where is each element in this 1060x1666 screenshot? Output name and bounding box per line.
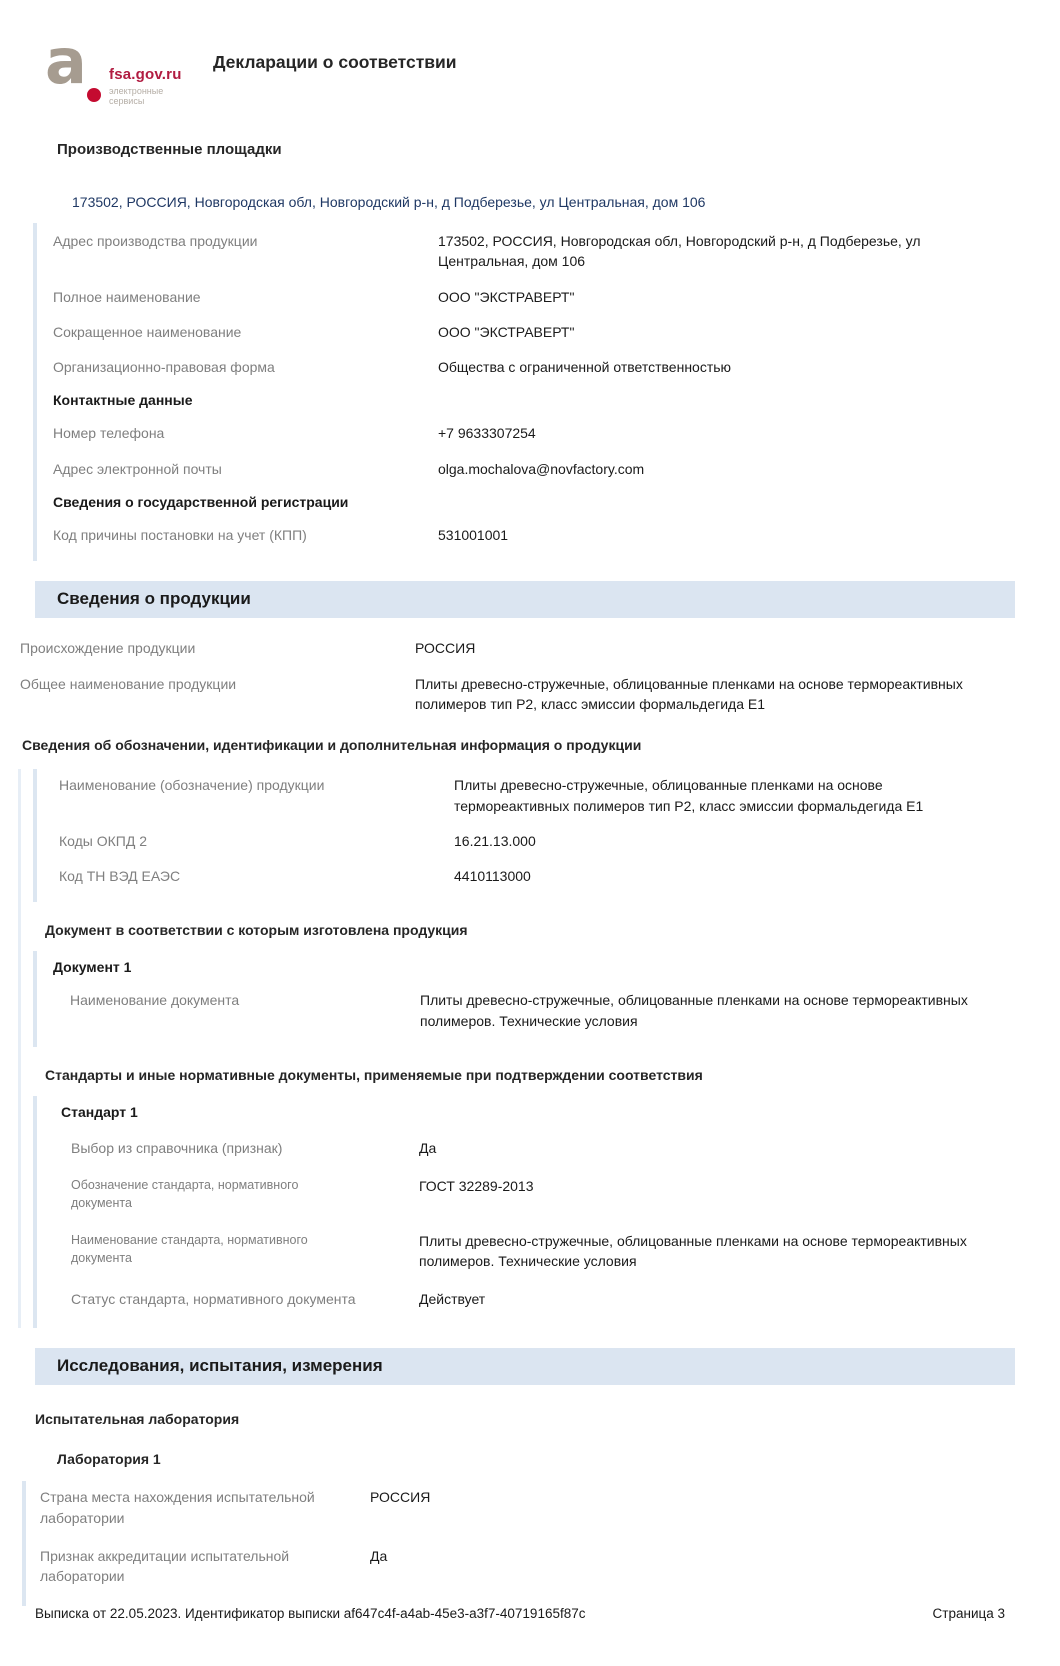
- field-row: [40, 1487, 1025, 1528]
- field-value: Плиты древесно-стружечные, облицованные пленками на основе термореактивных полимеров тип Р2, класс эмиссии формальдегида Е1: [415, 675, 963, 712]
- field-row: [53, 231, 1025, 272]
- subsection-title-identification: Сведения об обозначении, идентификации и дополнительная информация о продукции: [22, 737, 642, 754]
- field-row: [59, 866, 1025, 886]
- identification-block: [33, 769, 1025, 902]
- subsection-title-standards: Стандарты и иные нормативные документы, применяемые при подтверждении соответствия: [45, 1067, 703, 1084]
- field-row: [61, 1289, 1025, 1309]
- field-value: Плиты древесно-стружечные, облицованные пленками на основе термореактивных полимеров. Технические условия: [420, 992, 968, 1029]
- identification-container: [18, 769, 1025, 1328]
- extract-identifier: Выписка от 22.05.2023. Идентификатор выписки af647c4f-a4ab-45e3-a3f7-40719165f87c: [35, 1605, 586, 1621]
- field-row: [20, 638, 1025, 658]
- field-row: [61, 1231, 1025, 1272]
- field-row: [59, 831, 1025, 851]
- field-value: РОССИЯ: [370, 1489, 431, 1506]
- field-value: 173502, РОССИЯ, Новгородская обл, Новгородский р-н, д Подберезье, ул Центральная, дом 106: [438, 233, 921, 270]
- production-site-block: [33, 223, 1025, 561]
- page-footer: [0, 1606, 1060, 1666]
- field-row: [53, 357, 1025, 377]
- field-value: ГОСТ 32289-2013: [419, 1178, 534, 1195]
- laboratory-block: [22, 1481, 1025, 1605]
- field-value: Общества с ограниченной ответственностью: [438, 359, 732, 376]
- field-value: 16.21.13.000: [454, 832, 536, 849]
- logo-dot-icon: [87, 88, 101, 102]
- field-value: ООО "ЭКСТРАВЕРТ": [438, 288, 575, 305]
- brand-tagline: электронные сервисы: [109, 86, 164, 106]
- field-row: [61, 1138, 1025, 1158]
- subsection-title-contacts: Контактные данные: [53, 392, 193, 409]
- product-info-block: [20, 638, 1025, 729]
- subsection-title-registration: Сведения о государственной регистрации: [53, 494, 349, 511]
- document-item-title: Документ 1: [53, 959, 132, 976]
- field-label: Общее наименование продукции: [20, 675, 237, 692]
- field-value: Да: [370, 1548, 388, 1565]
- field-label: Организационно-правовая форма: [53, 359, 275, 376]
- fsa-logo: [35, 25, 197, 108]
- field-label: Выбор из справочника (признак): [71, 1140, 283, 1157]
- field-label: Адрес производства продукции: [53, 233, 258, 249]
- field-value: Плиты древесно-стружечные, облицованные пленками на основе термореактивных полимеров тип Р2, класс эмиссии формальдегида Е1: [454, 777, 924, 814]
- field-row: [61, 1176, 1025, 1212]
- field-label: Полное наименование: [53, 288, 201, 305]
- field-label: Наименование стандарта, нормативного документа: [71, 1232, 308, 1265]
- field-label: Адрес электронной почты: [53, 460, 222, 477]
- field-value: ООО "ЭКСТРАВЕРТ": [438, 323, 575, 340]
- field-row: [53, 287, 1025, 307]
- field-value: 4410113000: [454, 868, 531, 885]
- field-value: Плиты древесно-стружечные, облицованные пленками на основе термореактивных полимеров. Технические условия: [419, 1232, 967, 1269]
- standard-block: [33, 1096, 1025, 1328]
- brand-name: fsa.gov.ru: [109, 66, 182, 83]
- standard-item-title: Стандарт 1: [61, 1104, 138, 1121]
- field-label: Наименование (обозначение) продукции: [59, 777, 325, 794]
- field-row: [53, 322, 1025, 342]
- field-row: [53, 990, 1025, 1031]
- page-title: Декларации о соответствии: [213, 52, 457, 72]
- field-value: РОССИЯ: [415, 640, 476, 657]
- field-value: Действует: [419, 1291, 486, 1308]
- section-title-production-sites: Производственные площадки: [57, 141, 282, 158]
- document-block: [33, 951, 1025, 1047]
- field-row: [53, 459, 1025, 479]
- field-row: [59, 775, 1025, 816]
- laboratory-item-title: Лаборатория 1: [57, 1451, 161, 1468]
- field-label: Обозначение стандарта, нормативного документа: [71, 1178, 299, 1211]
- field-label: Код причины постановки на учет (КПП): [53, 527, 307, 544]
- field-label: Признак аккредитации испытательной лаборатории: [40, 1548, 290, 1585]
- fsa-logo-icon: a: [45, 25, 87, 98]
- field-row: [53, 423, 1025, 443]
- field-value: Да: [419, 1140, 437, 1157]
- section-band-research: Исследования, испытания, измерения: [35, 1348, 1015, 1385]
- field-row: [20, 674, 1025, 715]
- email-value: olga.mochalova@novfactory.com: [438, 460, 645, 477]
- field-label: Коды ОКПД 2: [59, 832, 148, 849]
- field-label: Происхождение продукции: [20, 640, 196, 657]
- field-label: Статус стандарта, нормативного документа: [71, 1291, 356, 1308]
- subsection-title-manufacturing-document: Документ в соответствии с которым изготовлена продукция: [45, 922, 468, 939]
- page-number: Страница 3: [932, 1605, 1005, 1621]
- page-header: [0, 0, 1060, 108]
- field-label: Сокращенное наименование: [53, 323, 242, 340]
- field-row: [53, 525, 1025, 545]
- field-row: [40, 1546, 1025, 1587]
- field-value: 531001001: [438, 527, 509, 544]
- field-label: Код ТН ВЭД ЕАЭС: [59, 868, 181, 885]
- site-address-heading: 173502, РОССИЯ, Новгородская обл, Новгородский р-н, д Подберезье, ул Центральная, дом 106: [72, 194, 706, 210]
- subsection-title-test-laboratory: Испытательная лаборатория: [35, 1411, 240, 1428]
- field-label: Номер телефона: [53, 425, 165, 442]
- field-label: Страна места нахождения испытательной лаборатории: [40, 1489, 315, 1526]
- section-band-product-info: Сведения о продукции: [35, 581, 1015, 618]
- field-label: Наименование документа: [70, 992, 240, 1009]
- phone-value: +7 9633307254: [438, 425, 536, 442]
